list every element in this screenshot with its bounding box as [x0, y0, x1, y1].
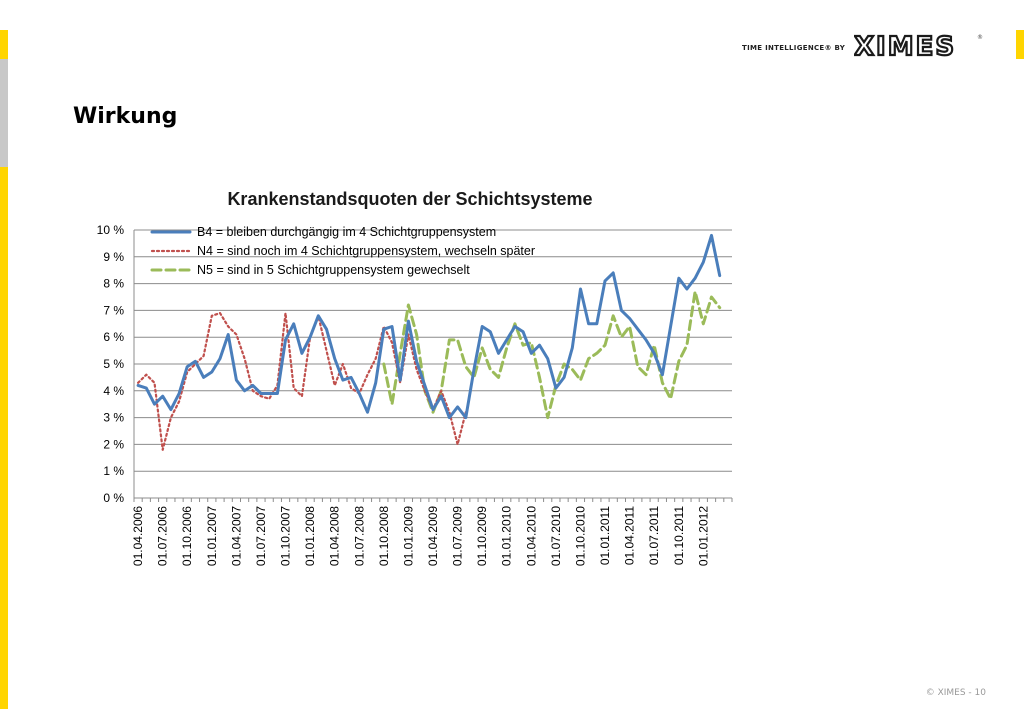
x-tick-label: 01.07.2006: [155, 506, 170, 567]
left-accent-bar-bottom: [0, 167, 8, 709]
ximes-logo: [854, 30, 987, 60]
left-accent-bar-gray: [0, 59, 8, 167]
logo-registered-mark: ®: [977, 34, 983, 41]
x-tick-label: 01.07.2011: [647, 506, 662, 566]
x-tick-label: 01.04.2009: [426, 506, 440, 567]
y-tick-label: 10 %: [96, 223, 124, 237]
y-tick-label: 8 %: [103, 276, 124, 291]
left-accent-bar-top: [0, 30, 8, 59]
footer-copyright: © XIMES - 10: [925, 688, 986, 698]
brand-tagline: TIME INTELLIGENCE® BY: [742, 44, 846, 52]
chart: [70, 175, 740, 585]
y-tick-label: 7 %: [103, 303, 124, 318]
legend-label: N5 = sind in 5 Schichtgruppensystem gewechselt: [197, 263, 470, 277]
right-accent-bar: [1016, 30, 1024, 59]
x-tick-label: 01.10.2010: [573, 506, 588, 567]
y-tick-label: 2 %: [103, 437, 124, 452]
x-tick-label: 01.01.2009: [401, 506, 416, 567]
x-tick-label: 01.04.2007: [229, 506, 244, 567]
x-tick-label: 01.04.2008: [327, 506, 342, 567]
chart-title: Krankenstandsquoten der Schichtsysteme: [227, 189, 593, 209]
x-tick-label: 01.01.2011: [598, 506, 613, 566]
y-tick-label: 5 %: [103, 357, 124, 371]
x-tick-label: 01.01.2007: [204, 506, 219, 567]
y-tick-label: 0 %: [103, 491, 124, 505]
x-tick-label: 01.01.2008: [303, 506, 318, 567]
y-tick-label: 9 %: [103, 249, 124, 264]
x-tick-label: 01.07.2009: [450, 506, 465, 567]
x-tick-label: 01.04.2006: [131, 506, 146, 567]
x-tick-label: 01.01.2010: [499, 506, 514, 567]
y-tick-label: 4 %: [103, 383, 124, 398]
x-tick-label: 01.10.2009: [475, 506, 490, 567]
logo-wordmark: XIMES: [854, 32, 957, 60]
x-tick-label: 01.07.2010: [548, 506, 563, 567]
x-tick-label: 01.10.2007: [278, 506, 293, 567]
brand-header: [742, 30, 987, 62]
page-title: Wirkung: [73, 104, 178, 129]
x-tick-label: 01.10.2006: [180, 506, 195, 567]
x-tick-label: 01.07.2007: [253, 506, 268, 567]
y-tick-label: 1 %: [103, 464, 124, 479]
legend-label: B4 = bleiben durchgängig im 4 Schichtgruppensystem: [197, 225, 497, 239]
x-tick-label: 01.10.2011: [671, 506, 686, 566]
x-tick-label: 01.04.2010: [524, 506, 539, 567]
legend-label: N4 = sind noch im 4 Schichtgruppensystem, wechseln später: [197, 244, 536, 258]
x-tick-label: 01.04.2011: [622, 506, 637, 566]
x-tick-label: 01.10.2008: [376, 506, 391, 567]
y-tick-label: 3 %: [103, 410, 124, 425]
x-tick-label: 01.01.2012: [696, 506, 711, 567]
x-tick-label: 01.07.2008: [352, 506, 367, 567]
y-tick-label: 6 %: [103, 330, 124, 345]
